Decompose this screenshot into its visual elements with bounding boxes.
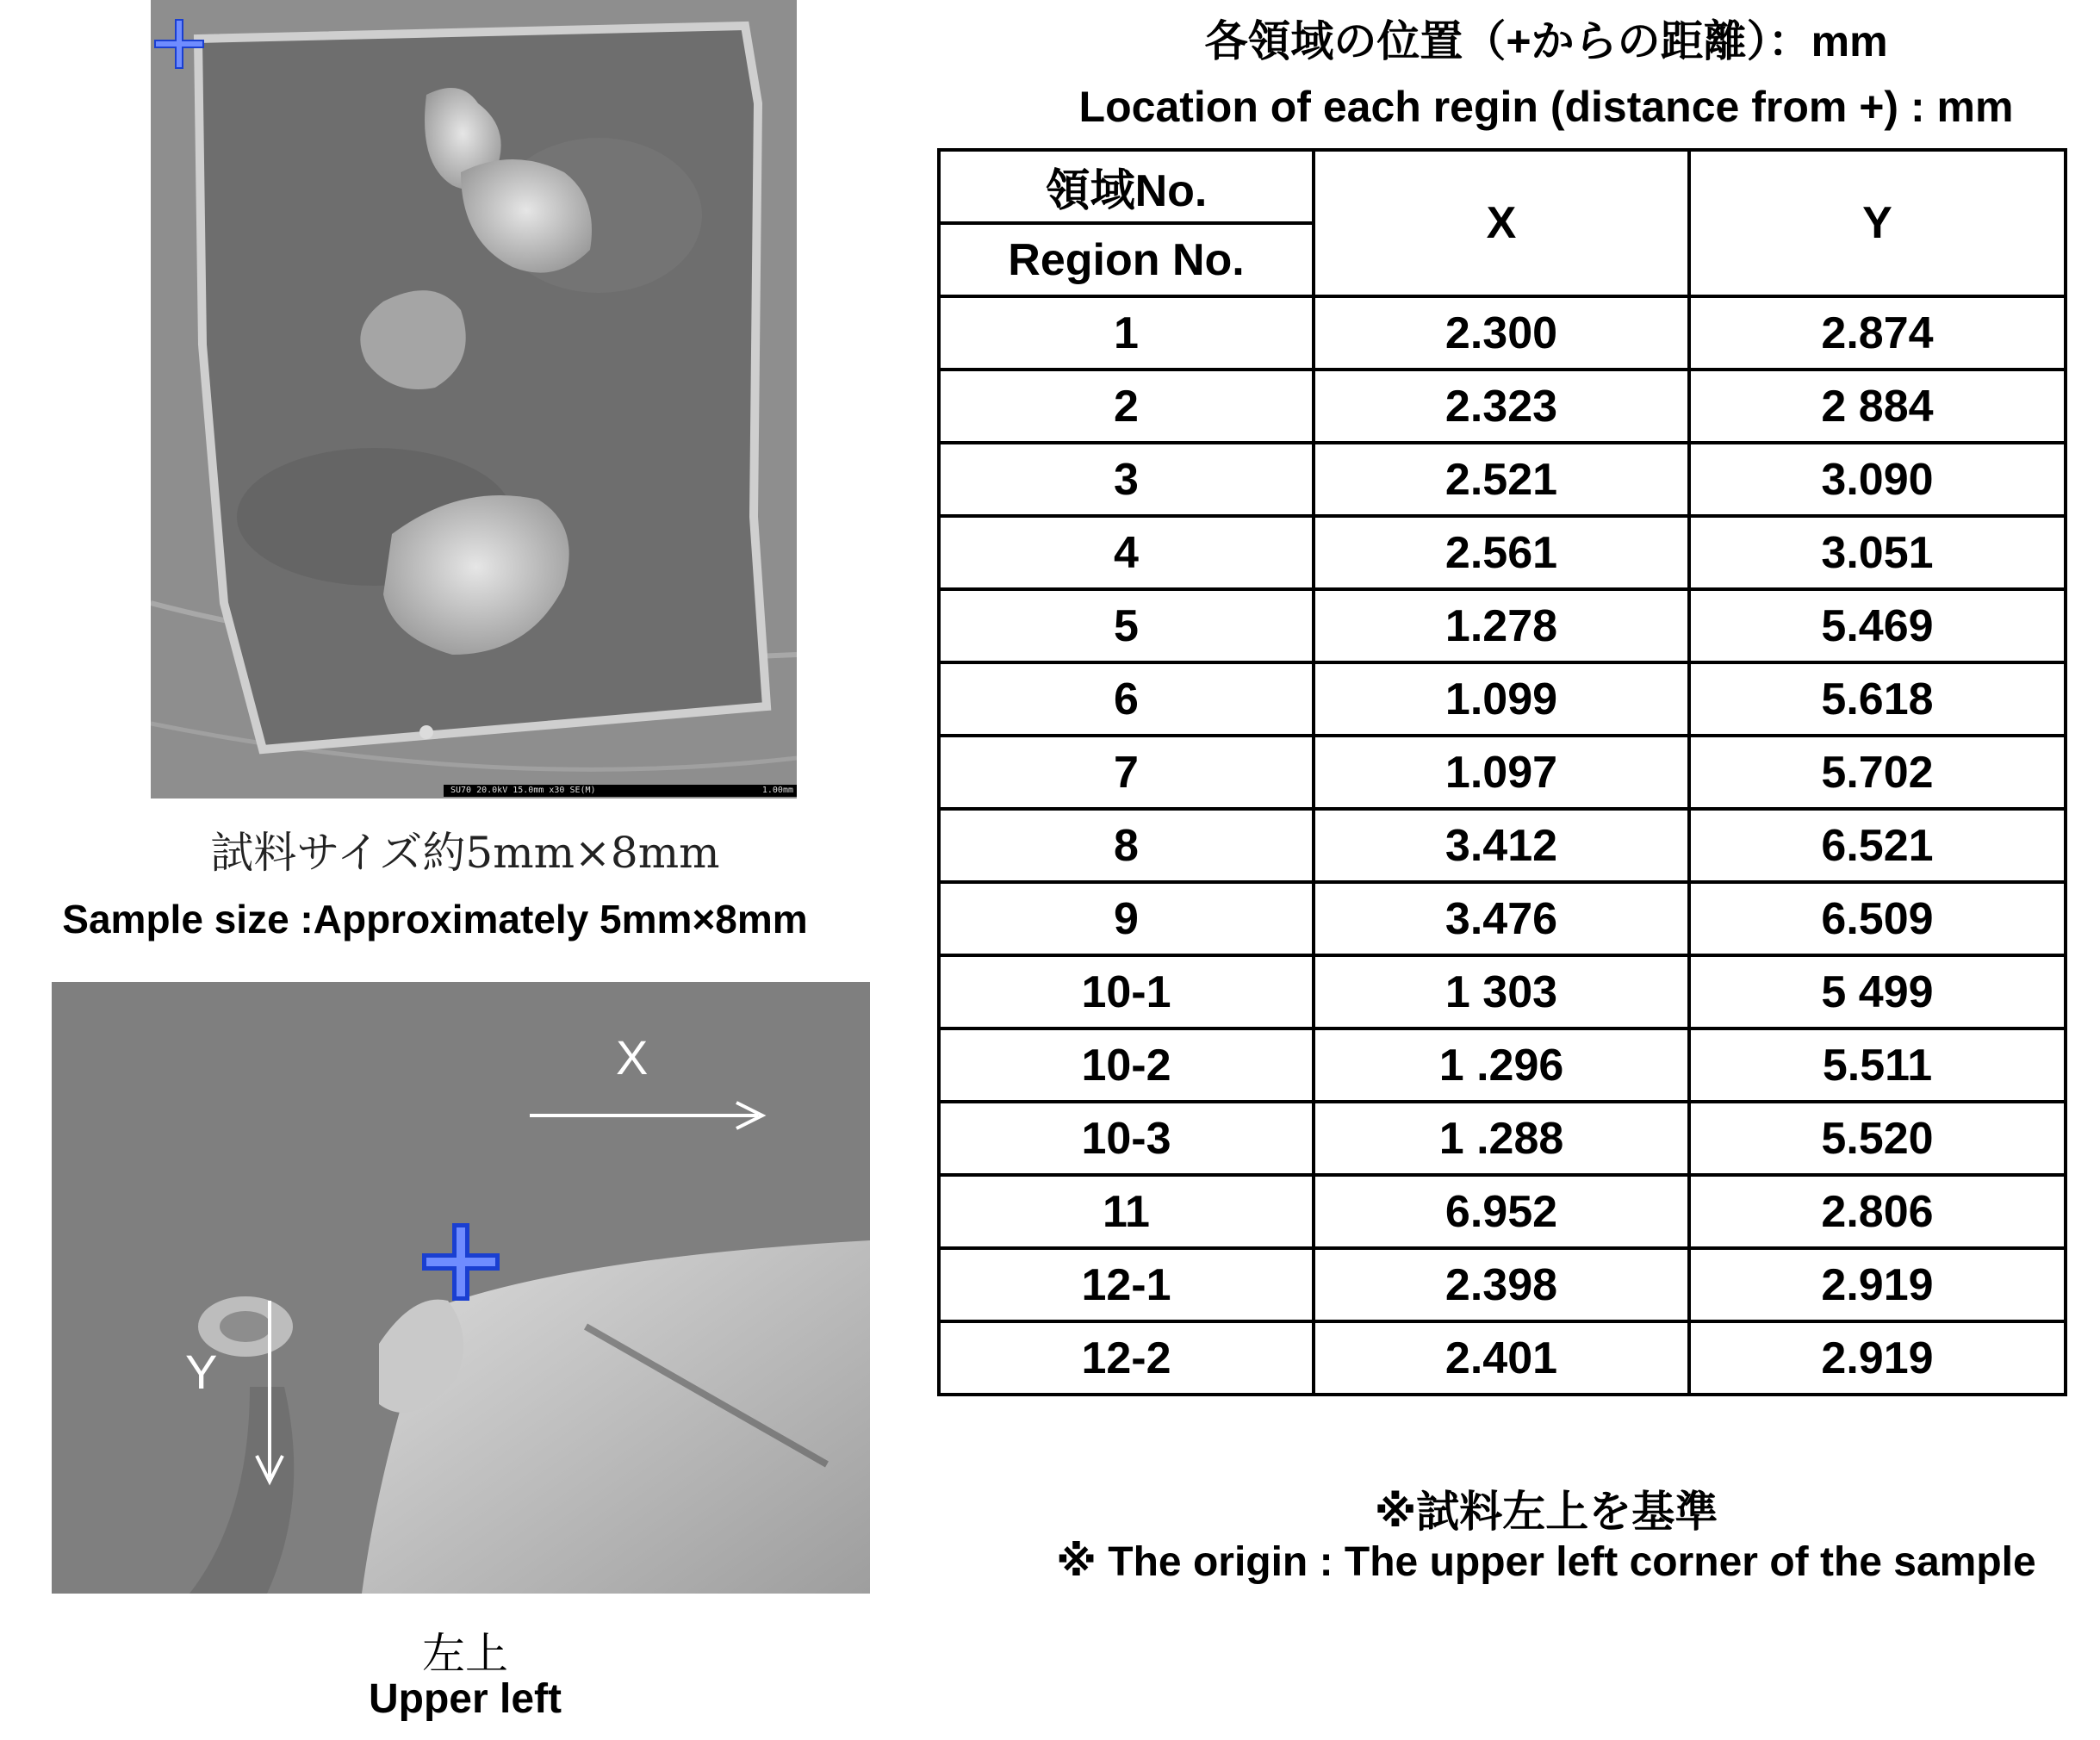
cell-y: 3.051 (1689, 516, 2066, 589)
sample-size-caption-en: Sample size :Approximately 5mm×8mm (62, 897, 808, 941)
cell-y: 2.874 (1689, 296, 2066, 370)
cell-x: 3.476 (1314, 882, 1689, 955)
table-row (939, 809, 2066, 882)
table-row (939, 736, 2066, 809)
table-body (939, 296, 2066, 1395)
table-row (939, 1175, 2066, 1248)
origin-note-en: ※ The origin : The upper left corner of the sample (1056, 1539, 2036, 1585)
table-row (939, 1028, 2066, 1102)
cell-region: 10-3 (939, 1102, 1314, 1175)
cell-y: 2.806 (1689, 1175, 2066, 1248)
y-axis-label: Y (185, 1345, 218, 1399)
cell-y: 6.521 (1689, 809, 2066, 882)
header-y: Y (1689, 150, 2066, 296)
header-region-jp: 領域No. (939, 150, 1314, 223)
header-region-en: Region No. (939, 223, 1314, 296)
cell-region: 1 (939, 296, 1314, 370)
sem-image-top (151, 0, 797, 799)
cell-x: 2.561 (1314, 516, 1689, 589)
cell-y: 5.511 (1689, 1028, 2066, 1102)
table-title-jp: 各領域の位置（+からの距離）：mm (1204, 17, 1888, 65)
cell-y: 5.618 (1689, 662, 2066, 736)
sem-image-bottom (52, 982, 870, 1594)
cell-region: 5 (939, 589, 1314, 662)
table-row (939, 882, 2066, 955)
cell-x: 1.278 (1314, 589, 1689, 662)
cell-x: 6.952 (1314, 1175, 1689, 1248)
table-row (939, 589, 2066, 662)
cell-region: 12-1 (939, 1248, 1314, 1321)
cell-x: 2.323 (1314, 370, 1689, 443)
cell-x: 2.401 (1314, 1321, 1689, 1395)
cell-region: 9 (939, 882, 1314, 955)
cell-region: 4 (939, 516, 1314, 589)
cell-region: 2 (939, 370, 1314, 443)
table-row (939, 662, 2066, 736)
sem-top-graphic (151, 0, 797, 799)
cell-x: 1 .288 (1314, 1102, 1689, 1175)
table-row (939, 443, 2066, 516)
cell-y: 5.520 (1689, 1102, 2066, 1175)
table-row (939, 1102, 2066, 1175)
cell-x: 1 303 (1314, 955, 1689, 1028)
table-row (939, 1248, 2066, 1321)
cell-region: 11 (939, 1175, 1314, 1248)
sem-scale-text: 1.00mm (761, 786, 793, 795)
cell-region: 8 (939, 809, 1314, 882)
cell-region: 10-2 (939, 1028, 1314, 1102)
table-title-en: Location of each regin (distance from +) : mm (1078, 83, 2014, 131)
cell-y: 6.509 (1689, 882, 2066, 955)
table-row (939, 296, 2066, 370)
cell-y: 5 499 (1689, 955, 2066, 1028)
cell-region: 10-1 (939, 955, 1314, 1028)
cell-y: 5.469 (1689, 589, 2066, 662)
cell-region: 7 (939, 736, 1314, 809)
cell-x: 1.099 (1314, 662, 1689, 736)
table-row (939, 370, 2066, 443)
cell-x: 1.097 (1314, 736, 1689, 809)
cell-region: 12-2 (939, 1321, 1314, 1395)
cell-region: 6 (939, 662, 1314, 736)
upper-left-caption-en: Upper left (368, 1676, 562, 1722)
cell-x: 2.300 (1314, 296, 1689, 370)
table-row (939, 516, 2066, 589)
cell-x: 2.521 (1314, 443, 1689, 516)
sem-info-bar (444, 785, 797, 797)
cell-x: 1 .296 (1314, 1028, 1689, 1102)
sem-info-text: SU70 20.0kV 15.0mm x30 SE(M) (450, 786, 596, 795)
sample-size-caption-jp: 試料サイズ約5mm×8mm (210, 828, 720, 878)
cell-y: 2.919 (1689, 1321, 2066, 1395)
cell-y: 5.702 (1689, 736, 2066, 809)
region-location-table (937, 148, 2067, 1396)
upper-left-caption-jp: 左上 (422, 1629, 508, 1679)
table-row (939, 1321, 2066, 1395)
sem-bottom-graphic (52, 982, 870, 1594)
origin-note-jp: ※試料左上を基準 (1374, 1488, 1718, 1536)
x-axis-label: X (616, 1030, 649, 1084)
cell-x: 2.398 (1314, 1248, 1689, 1321)
table-row (939, 955, 2066, 1028)
cell-y: 3.090 (1689, 443, 2066, 516)
cell-y: 2 884 (1689, 370, 2066, 443)
header-x: X (1314, 150, 1689, 296)
cell-x: 3.412 (1314, 809, 1689, 882)
cell-y: 2.919 (1689, 1248, 2066, 1321)
cell-region: 3 (939, 443, 1314, 516)
